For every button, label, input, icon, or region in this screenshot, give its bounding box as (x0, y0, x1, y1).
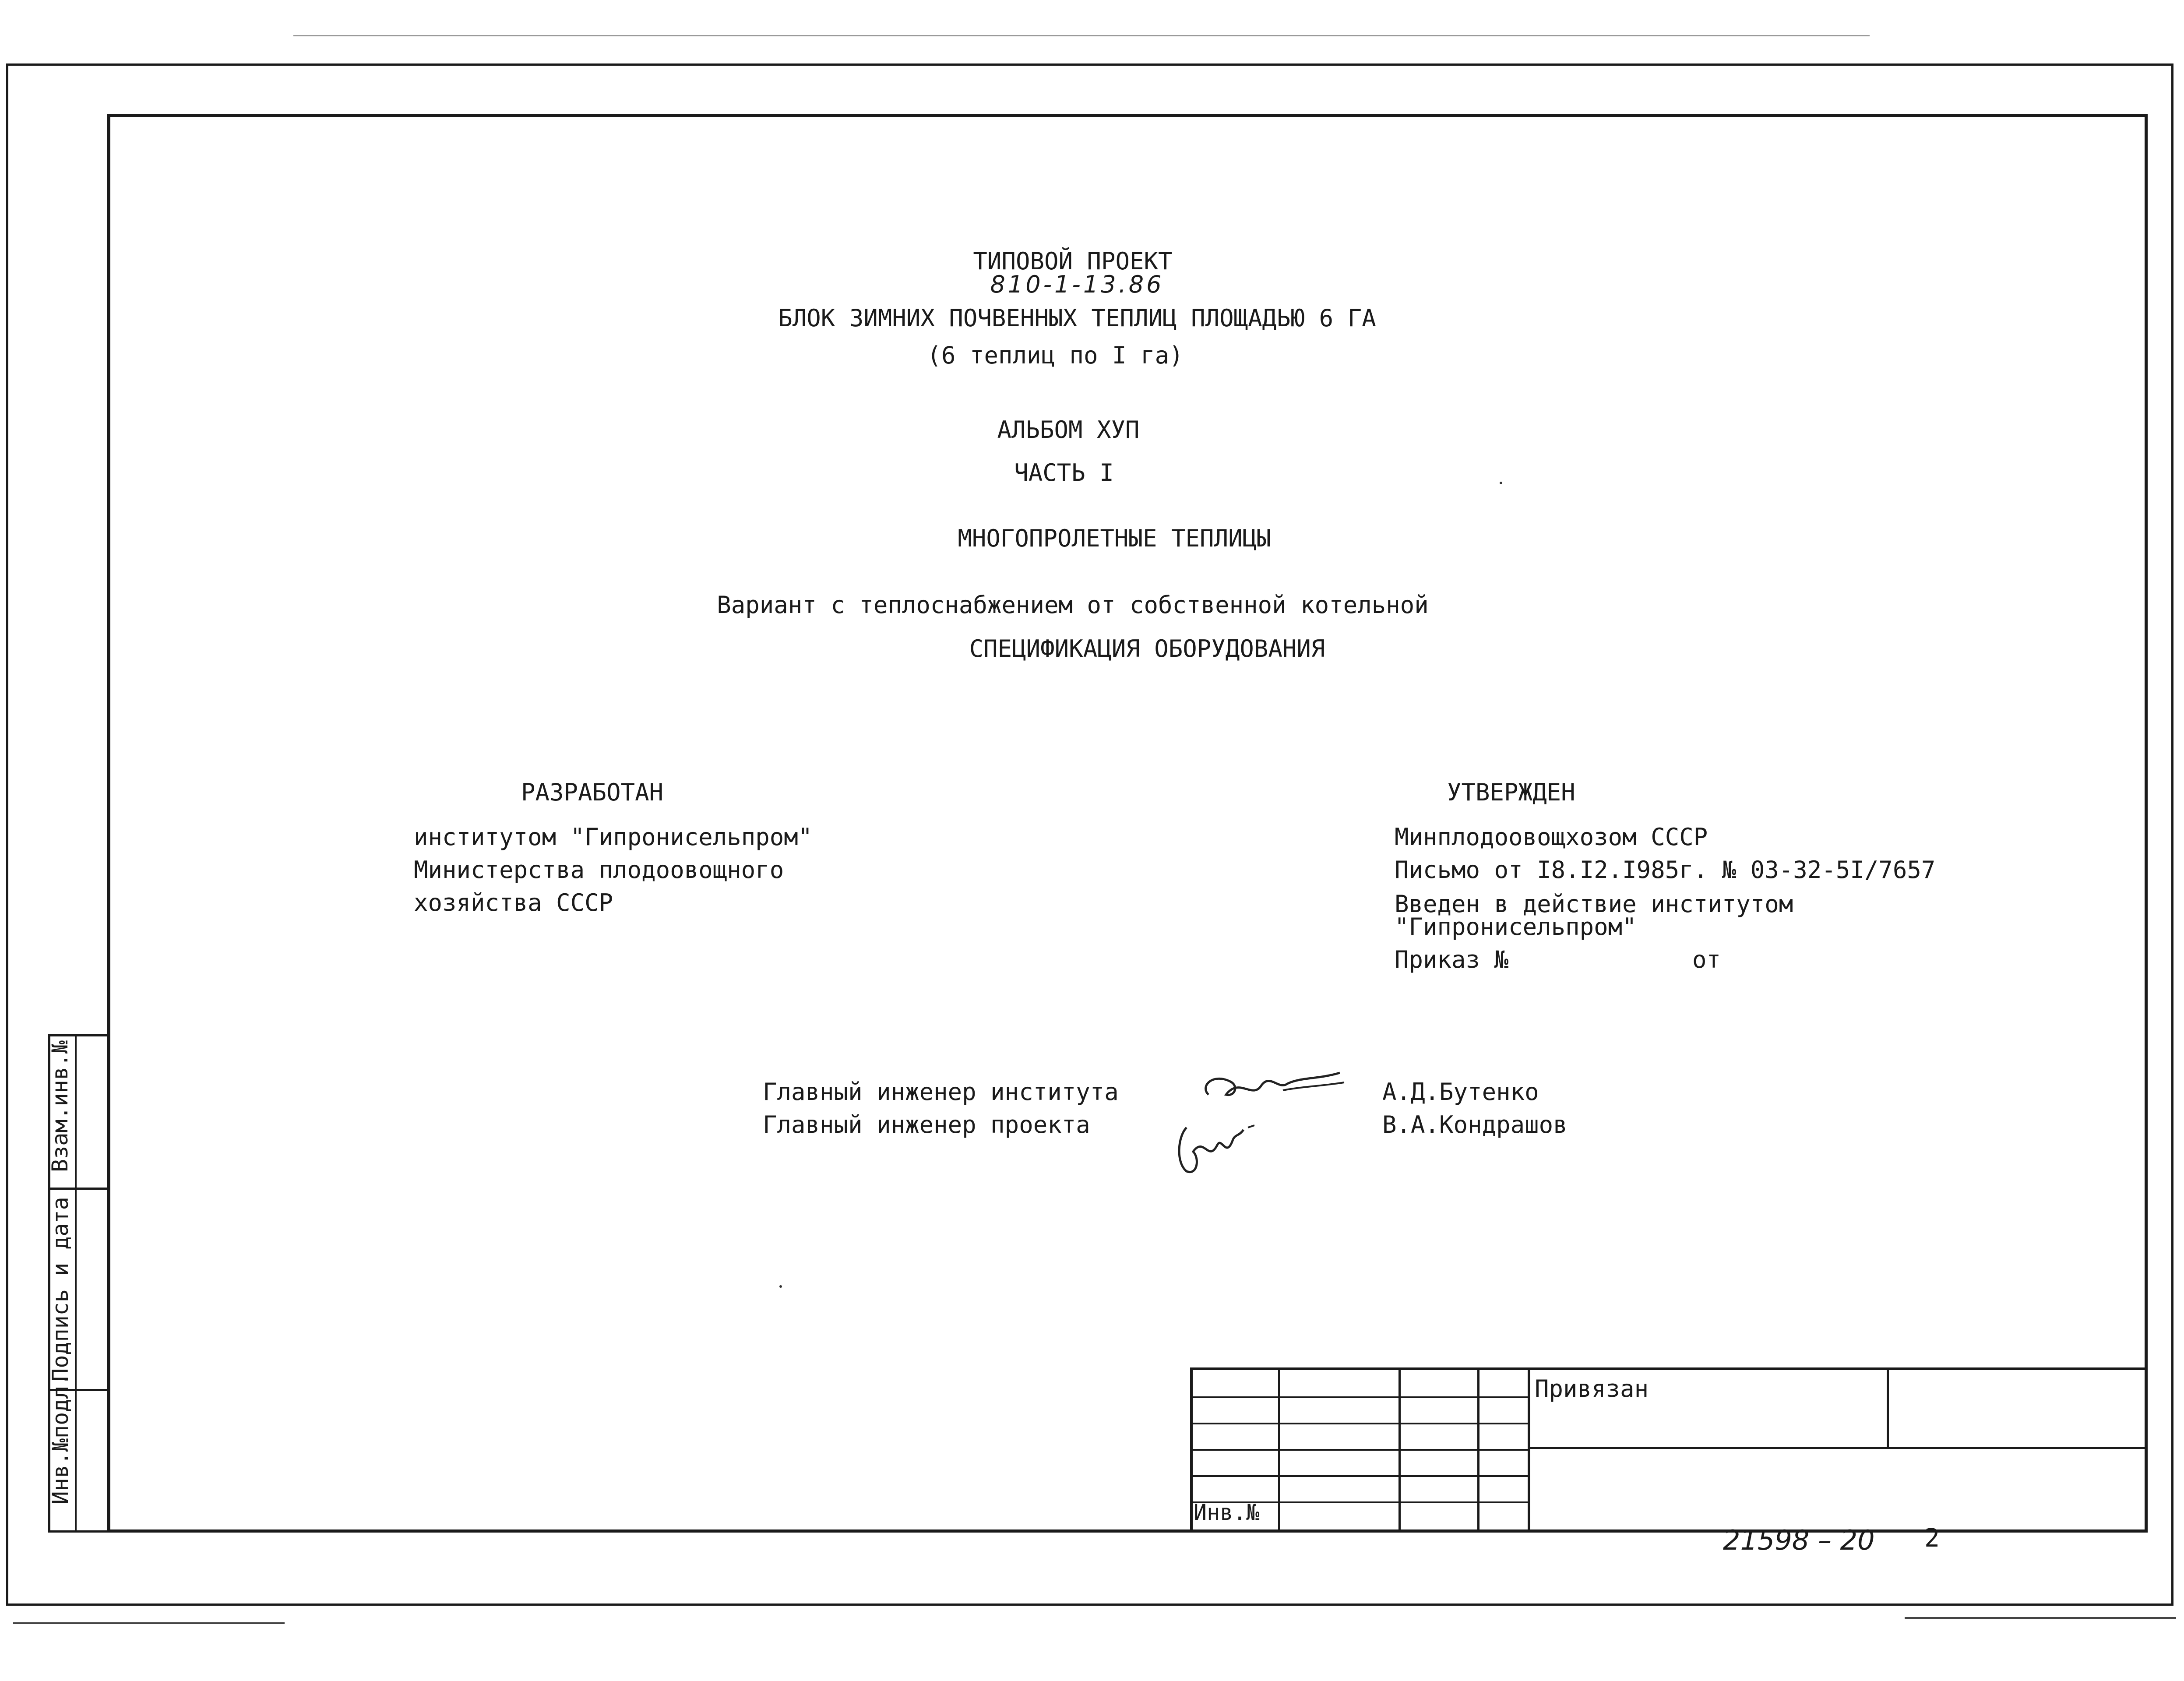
project-number: 810-1-13.86 (990, 271, 1164, 298)
document-code: 21598 – 20 (1723, 1524, 1875, 1556)
signature-2-icon (1173, 1110, 1261, 1180)
order-label: Приказ № (1395, 946, 1509, 973)
approved-line-2: Письмо от I8.I2.I985г. № 03-32-5I/7657 (1395, 856, 1936, 884)
scan-line-top (293, 35, 1870, 36)
developed-heading: РАЗРАБОТАН (521, 779, 664, 806)
approved-line-4: "Гипронисельпром" (1395, 913, 1637, 941)
side-stamp-original-inv: Инв.№подл. (48, 1372, 73, 1505)
chief-engineer-project-name: В.А.Кондрашов (1382, 1111, 1568, 1138)
approved-line-1: Минплодоовощхозом СССР (1395, 823, 1708, 851)
sheet-number: 2 (1924, 1523, 1940, 1553)
chief-engineer-institute-name: А.Д.Бутенко (1382, 1078, 1539, 1106)
chief-engineer-project-role: Главный инженер проекта (763, 1111, 1090, 1138)
part-number: ЧАСТЬ I (1014, 459, 1114, 486)
subject-title: МНОГОПРОЛЕТНЫЕ ТЕПЛИЦЫ (958, 525, 1271, 552)
signature-1-icon (1195, 1060, 1353, 1112)
order-from: от (1692, 946, 1721, 973)
developed-line-1: институтом "Гипронисельпром" (414, 823, 813, 851)
approved-line-3: Введен в действие институтом (1395, 890, 1793, 918)
developed-line-3: хозяйства СССР (414, 889, 613, 916)
doc-type: ТИПОВОЙ ПРОЕКТ (973, 247, 1173, 275)
developed-line-2: Министерства плодоовощного (414, 856, 784, 884)
title-block (1190, 1367, 2148, 1533)
document-title: СПЕЦИФИКАЦИЯ ОБОРУДОВАНИЯ (969, 635, 1325, 663)
project-subtitle: (6 теплиц по I га) (927, 342, 1184, 369)
scan-dot (1500, 482, 1502, 484)
chief-engineer-institute-role: Главный инженер института (763, 1078, 1119, 1106)
project-title: БЛОК ЗИМНИХ ПОЧВЕННЫХ ТЕПЛИЦ ПЛОЩАДЬЮ 6 ГА (778, 304, 1376, 332)
inv-label: Инв.№ (1194, 1500, 1260, 1525)
scan-dot (779, 1285, 782, 1288)
album-number: АЛЬБОМ ХУП (997, 416, 1140, 444)
scan-line-bottom-right (1905, 1617, 2176, 1619)
approved-heading: УТВЕРЖДЕН (1447, 779, 1575, 806)
scan-line-bottom-left (13, 1622, 285, 1624)
side-stamp-replaced-inv: Взам.инв.№ (47, 1040, 73, 1172)
bound-label: Привязан (1535, 1375, 1649, 1403)
side-stamp-signature-date: Подпись и дата (48, 1197, 73, 1381)
variant-line: Вариант с теплоснабжением от собственной котельной (717, 591, 1429, 619)
